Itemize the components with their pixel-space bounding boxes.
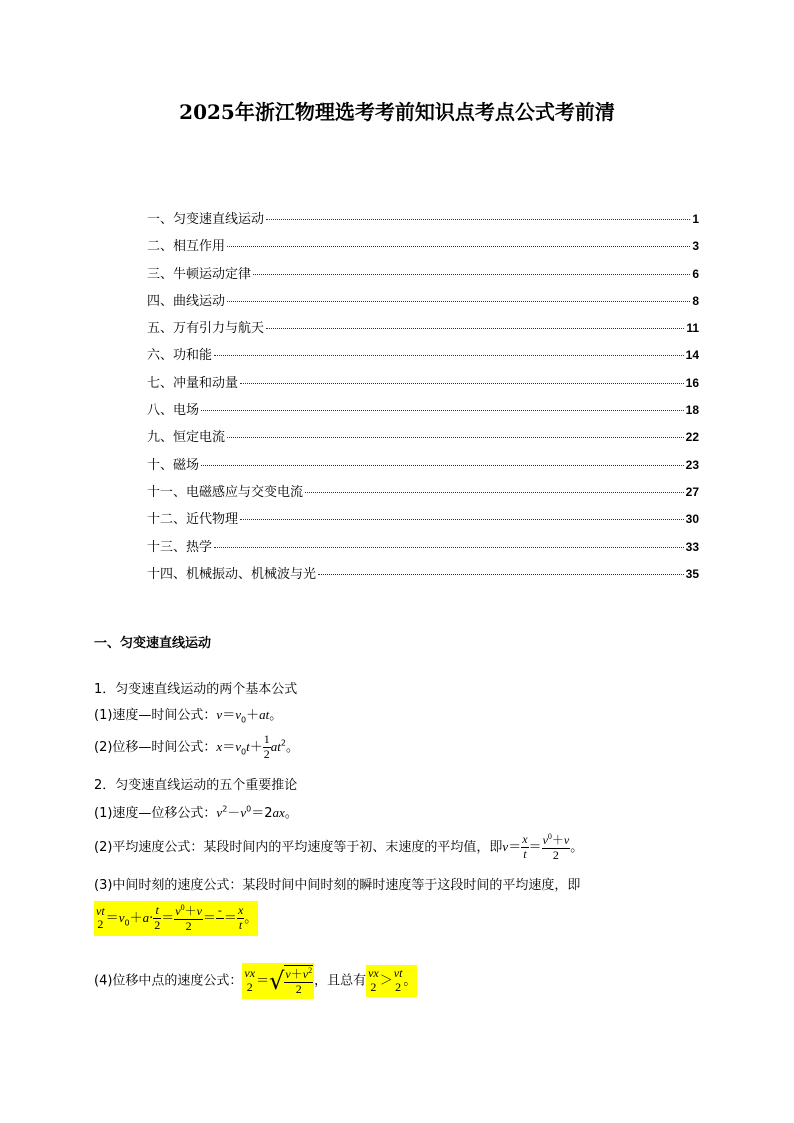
toc-entry-label: 十四、机械振动、机械波与光 xyxy=(147,566,317,582)
toc-entry[interactable] xyxy=(147,208,699,235)
toc-entry[interactable] xyxy=(147,235,699,262)
toc-entry[interactable] xyxy=(147,508,699,535)
toc-entry[interactable] xyxy=(147,290,699,317)
toc-entry-page: 33 xyxy=(685,539,699,554)
toc-entry-page: 16 xyxy=(685,375,699,390)
toc-entry-label: 十三、热学 xyxy=(147,539,213,555)
formula-mid-displacement-velocity xyxy=(94,963,417,999)
toc-leader-dots xyxy=(214,355,684,356)
toc-leader-dots xyxy=(201,465,684,466)
formula-label: (1)速度—时间公式： xyxy=(94,708,217,723)
highlighted-formula: vx 2 ＝√ $\frac{v+v^2}{2}$ xyxy=(242,963,314,999)
toc-entry[interactable] xyxy=(147,263,699,290)
toc-entry[interactable] xyxy=(147,454,699,481)
toc-entry-label: 六、功和能 xyxy=(147,348,213,364)
formula-label: (2)位移—时间公式： xyxy=(94,739,217,755)
toc-entry-page: 3 xyxy=(692,239,699,254)
toc-leader-dots xyxy=(227,437,684,438)
formula-label: (4)位移中点的速度公式： xyxy=(94,973,243,989)
formula-velocity-time: (1)速度—时间公式：$v=v_0+at$。 xyxy=(94,707,283,725)
formula-mid-time-text: (3)中间时刻的速度公式：某段时间中间时刻的瞬时速度等于这段时间的平均速度，即 xyxy=(94,878,581,893)
formula-mid-time-velocity xyxy=(94,901,258,936)
toc-entry-page: 1 xyxy=(692,212,699,226)
toc-entry-page: 11 xyxy=(686,321,699,336)
toc-entry-label: 二、相互作用 xyxy=(147,239,226,255)
formula-displacement-time: (2)位移—时间公式：$x=v_0t+$ $\frac{1}{2}$ $at^2$。 xyxy=(94,732,299,761)
toc-entry-label: 一、匀变速直线运动 xyxy=(147,212,265,227)
toc-entry[interactable] xyxy=(147,563,699,590)
table-of-contents xyxy=(147,208,699,590)
toc-entry-page: 14 xyxy=(685,348,699,363)
highlighted-formula: vt 2 $=v_0+a\cdot$ $\frac{t}{2}$ ＝ $\frac{v^0+v}{2}$ ＝ - ＝ $\frac{x}{t}$ 。 xyxy=(94,901,258,936)
toc-entry-page: 18 xyxy=(685,403,699,418)
toc-entry-label: 十二、近代物理 xyxy=(147,512,239,528)
toc-leader-dots xyxy=(214,547,684,548)
highlighted-formula: vx 2 ＞ vt 2 。 xyxy=(366,965,417,997)
toc-leader-dots xyxy=(227,246,690,247)
toc-entry-page: 22 xyxy=(685,430,699,445)
toc-entry-page: 27 xyxy=(685,484,699,499)
toc-entry-page: 8 xyxy=(692,293,699,308)
formula-average-velocity: (2)平均速度公式：某段时间内的平均速度等于初、末速度的平均值，即v＝ $\frac{x}{t}$ ＝ $\frac{v^0+v}{2}$ 。 xyxy=(94,832,584,862)
toc-entry-label: 八、电场 xyxy=(147,403,200,419)
toc-entry-label: 九、恒定电流 xyxy=(147,430,226,446)
subheading-five-inferences: 2．匀变速直线运动的五个重要推论 xyxy=(94,778,298,793)
section-heading: 一、匀变速直线运动 xyxy=(94,636,212,651)
toc-entry-label: 四、曲线运动 xyxy=(147,293,226,309)
toc-leader-dots xyxy=(318,574,684,575)
fraction-half: $\frac{1}{2}$ xyxy=(263,732,270,761)
toc-entry[interactable] xyxy=(147,426,699,453)
formula-expression: v xyxy=(216,707,223,722)
toc-entry-label: 十、磁场 xyxy=(147,457,200,473)
toc-entry-page: 30 xyxy=(685,512,699,527)
toc-leader-dots xyxy=(240,519,684,520)
subheading-basic-formulas: 1．匀变速直线运动的两个基本公式 xyxy=(94,682,298,697)
toc-entry[interactable] xyxy=(147,317,699,344)
formula-velocity-displacement: (1)速度—位移公式：$v^2-v^0=2ax$。 xyxy=(94,804,298,821)
toc-leader-dots xyxy=(253,274,690,275)
toc-leader-dots xyxy=(266,328,684,329)
formula-label: (1)速度—位移公式： xyxy=(94,806,217,821)
toc-leader-dots xyxy=(266,219,690,220)
formula-connector: ，且总有 xyxy=(314,973,367,989)
toc-entry[interactable] xyxy=(147,372,699,399)
toc-entry[interactable] xyxy=(147,399,699,426)
formula-text: (2)平均速度公式：某段时间内的平均速度等于初、末速度的平均值，即 xyxy=(94,839,503,855)
toc-entry-page: 35 xyxy=(685,566,699,581)
toc-leader-dots xyxy=(305,492,684,493)
toc-entry[interactable] xyxy=(147,481,699,508)
page-title: 2025年浙江物理选考考前知识点考点公式考前清 xyxy=(179,100,615,124)
toc-leader-dots xyxy=(201,410,684,411)
toc-entry-label: 五、万有引力与航天 xyxy=(147,321,265,337)
toc-entry[interactable] xyxy=(147,344,699,371)
toc-entry-label: 三、牛顿运动定律 xyxy=(147,266,252,282)
toc-entry[interactable] xyxy=(147,536,699,563)
toc-entry-label: 七、冲量和动量 xyxy=(147,375,239,391)
toc-leader-dots xyxy=(227,301,690,302)
toc-leader-dots xyxy=(240,383,684,384)
toc-entry-page: 23 xyxy=(685,457,699,472)
toc-entry-page: 6 xyxy=(692,266,699,281)
toc-entry-label: 十一、电磁感应与交变电流 xyxy=(147,484,304,500)
